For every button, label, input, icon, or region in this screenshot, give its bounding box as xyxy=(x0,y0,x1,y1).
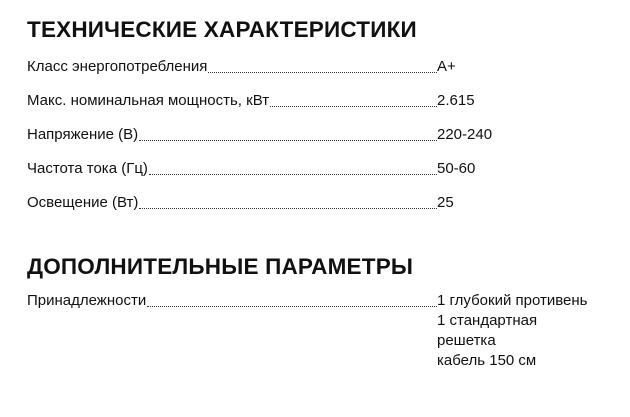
spec-value: 25 xyxy=(437,194,454,211)
dotted-leader xyxy=(270,106,437,107)
dotted-leader xyxy=(139,208,437,209)
dotted-leader xyxy=(139,140,437,141)
dotted-leader xyxy=(147,306,437,307)
dotted-leader xyxy=(149,174,437,175)
technical-specs-title: ТЕХНИЧЕСКИЕ ХАРАКТЕРИСТИКИ xyxy=(27,17,417,42)
spec-row-frequency xyxy=(27,159,610,193)
spec-label: Освещение (Вт) xyxy=(27,194,139,211)
spec-row-max-power xyxy=(27,91,610,125)
spec-value: 220-240 xyxy=(437,126,493,143)
spec-row-lighting xyxy=(27,193,610,227)
spec-value: A+ xyxy=(437,58,456,75)
spec-label: Класс энергопотребления xyxy=(27,58,208,75)
dotted-leader xyxy=(208,72,437,73)
accessory-item: 1 глубокий противень xyxy=(437,292,588,309)
technical-specs-list xyxy=(27,57,610,227)
additional-params-list xyxy=(27,291,610,371)
spec-label: Напряжение (В) xyxy=(27,126,139,143)
accessory-item: кабель 150 см xyxy=(437,352,537,369)
spec-value: 50-60 xyxy=(437,160,476,177)
additional-params-title: ДОПОЛНИТЕЛЬНЫЕ ПАРАМЕТРЫ xyxy=(27,254,414,279)
accessory-item: 1 стандартная xyxy=(437,312,538,329)
spec-label: Макс. номинальная мощность, кВт xyxy=(27,92,270,109)
spec-row-energy-class xyxy=(27,57,610,91)
accessory-item: решетка xyxy=(437,332,496,349)
spec-label: Принадлежности xyxy=(27,292,147,309)
spec-row-voltage xyxy=(27,125,610,159)
spec-row-accessories xyxy=(27,291,610,371)
spec-label: Частота тока (Гц) xyxy=(27,160,148,177)
spec-value: 2.615 xyxy=(437,92,475,109)
spec-value xyxy=(437,291,610,371)
